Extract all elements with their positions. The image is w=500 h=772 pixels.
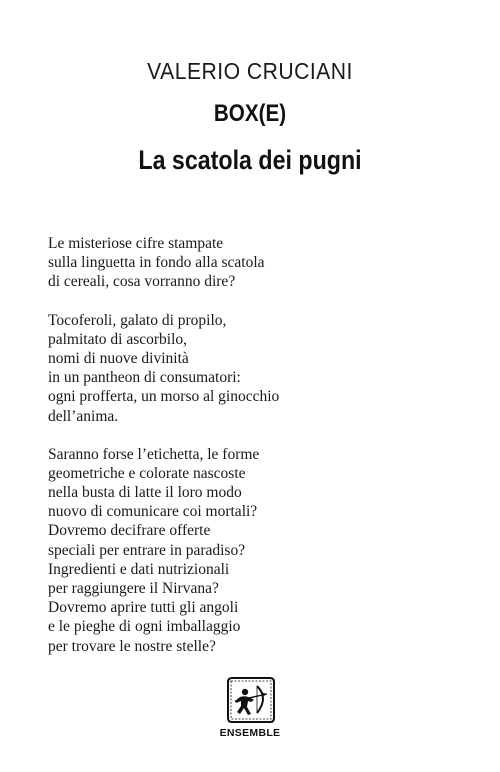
book-title: BOX(E): [213, 100, 287, 127]
poem-stanza-1: [48, 234, 468, 292]
poem-line: Dovremo decifrare offerte: [48, 522, 211, 540]
poem-stanza-2: [48, 311, 468, 426]
poem-line: nuovo di comunicare coi mortali?: [48, 503, 258, 521]
poem-line: sulla linguetta in fondo alla scatola: [48, 254, 265, 272]
poem-line: dell’anima.: [48, 407, 119, 425]
poem-line: Saranno forse l’etichetta, le forme: [48, 445, 260, 463]
poem-line: palmitato di ascorbilo,: [48, 330, 188, 348]
poem-text: [48, 234, 468, 675]
ensemble-archer-logo-icon: [226, 676, 276, 724]
publisher-name: ENSEMBLE: [219, 727, 281, 739]
poem-line: Ingredienti e dati nutrizionali: [48, 560, 230, 578]
poem-line: Le misteriose cifre stampate: [48, 235, 224, 252]
poem-line: Dovremo aprire tutti gli angoli: [48, 599, 239, 617]
author-name: VALERIO CRUCIANI: [147, 58, 353, 84]
poem-line: geometriche e colorate nascoste: [48, 464, 246, 482]
poem-line: in un pantheon di consumatori:: [48, 369, 241, 387]
poem-line: e le pieghe di ogni imballaggio: [48, 618, 241, 636]
poem-line: nomi di nuove divinità: [48, 349, 189, 367]
poem-line: Tocoferoli, galato di propilo,: [48, 311, 227, 329]
book-subtitle: La scatola dei pugni: [138, 145, 362, 175]
poem-line: di cereali, cosa vorranno dire?: [48, 273, 236, 291]
poem-line: ogni profferta, un morso al ginocchio: [48, 388, 280, 406]
poem-line: speciali per entrare in paradiso?: [48, 541, 246, 559]
poem-line: nella busta di latte il loro modo: [48, 484, 242, 502]
poem-line: per trovare le nostre stelle?: [48, 637, 216, 655]
poem-stanza-3: [48, 445, 468, 656]
poem-line: per raggiungere il Nirvana?: [48, 580, 219, 597]
